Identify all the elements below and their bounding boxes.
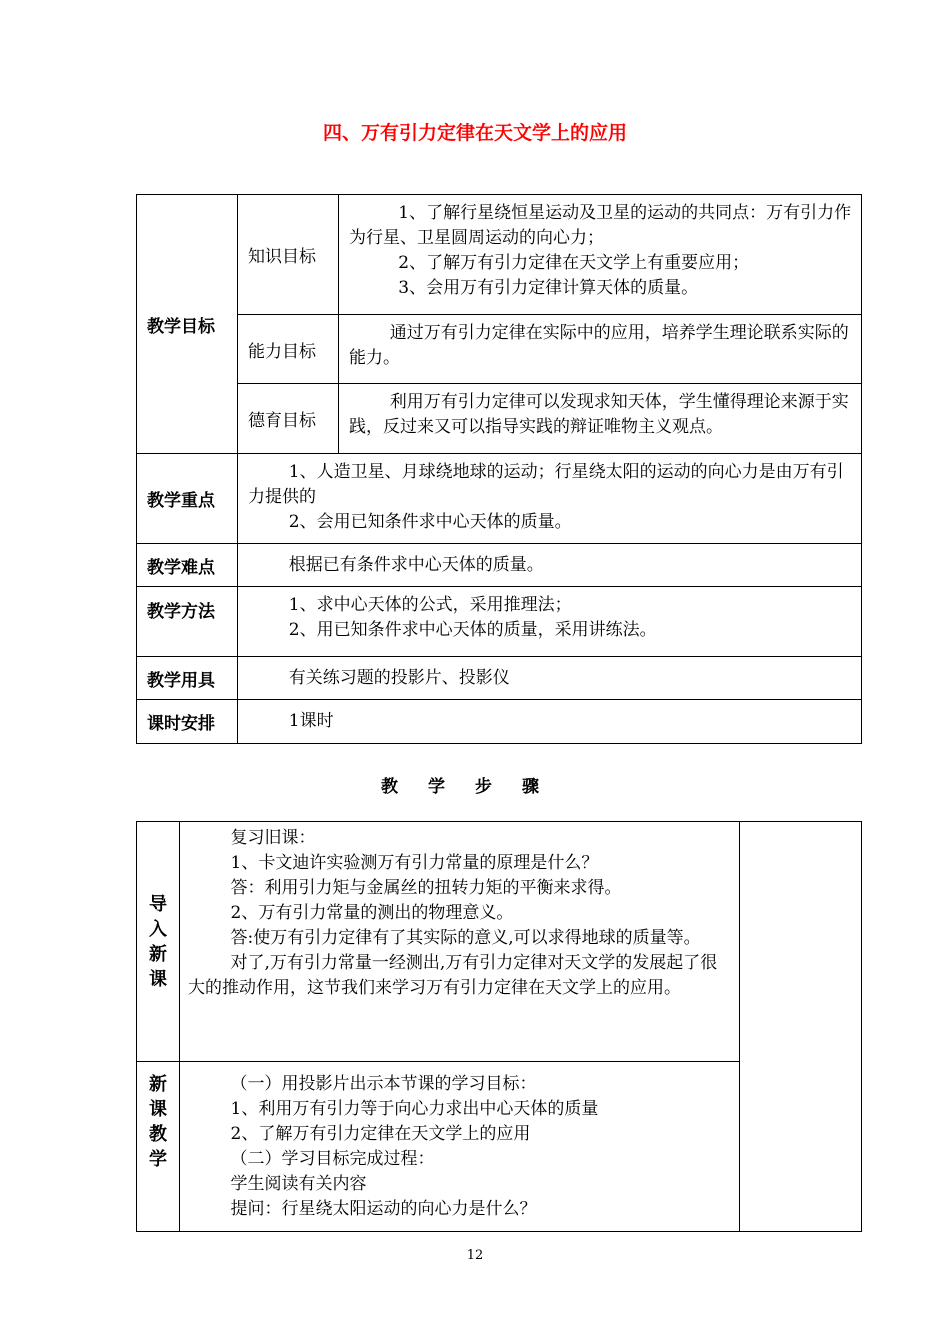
schedule-label: 课时安排 bbox=[137, 700, 238, 744]
steps-table bbox=[136, 821, 862, 1232]
new-lesson-label-char: 教 bbox=[149, 1124, 167, 1145]
new-lesson-line: 2、了解万有引力定律在天文学上的应用 bbox=[230, 1124, 531, 1144]
intro-label bbox=[137, 822, 180, 1062]
objectives-table bbox=[136, 194, 862, 744]
knowledge-label: 知识目标 bbox=[238, 195, 339, 315]
steps-heading: 教学步骤 bbox=[381, 777, 569, 797]
tools-label: 教学用具 bbox=[137, 657, 238, 700]
new-lesson-line: 1、利用万有引力等于向心力求出中心天体的质量 bbox=[230, 1099, 599, 1119]
knowledge-line: 3、会用万有引力定律计算天体的质量。 bbox=[398, 278, 699, 298]
method-content bbox=[238, 587, 862, 657]
method-line: 2、用已知条件求中心天体的质量，采用讲练法。 bbox=[288, 620, 657, 640]
schedule-text: 1课时 bbox=[288, 711, 334, 731]
page-number: 12 bbox=[466, 1248, 484, 1263]
ability-content bbox=[339, 315, 862, 384]
objectives-label: 教学目标 bbox=[137, 195, 238, 454]
ability-text: 通过万有引力定律在实际中的应用，培养学生理论联系实际的能力。 bbox=[349, 323, 849, 368]
document-title: 四、万有引力定律在天文学上的应用 bbox=[322, 122, 627, 144]
intro-content bbox=[180, 822, 740, 1062]
notes-column bbox=[740, 822, 862, 1232]
schedule-content bbox=[238, 700, 862, 744]
moral-label: 德育目标 bbox=[238, 384, 339, 454]
ability-label: 能力目标 bbox=[238, 315, 339, 384]
knowledge-line: 2、了解万有引力定律在天文学上有重要应用； bbox=[398, 253, 750, 273]
key-point-line: 1、人造卫星、月球绕地球的运动；行星绕太阳的运动的向心力是由万有引力提供的 bbox=[248, 462, 844, 507]
key-points-label: 教学重点 bbox=[137, 454, 238, 544]
moral-content bbox=[339, 384, 862, 454]
method-line: 1、求中心天体的公式，采用推理法； bbox=[288, 595, 572, 615]
intro-line: 复习旧课： bbox=[230, 828, 316, 848]
difficulty-text: 根据已有条件求中心天体的质量。 bbox=[288, 554, 544, 575]
new-lesson-label-char: 新 bbox=[149, 1074, 167, 1095]
new-lesson-line: 提问：行星绕太阳运动的向心力是什么？ bbox=[230, 1199, 537, 1219]
knowledge-content bbox=[339, 195, 862, 315]
intro-line: 答:使万有引力定律有了其实际的意义,可以求得地球的质量等。 bbox=[230, 928, 701, 948]
intro-line: 2、万有引力常量的测出的物理意义。 bbox=[230, 903, 514, 923]
intro-line: 1、卡文迪许实验测万有引力常量的原理是什么？ bbox=[230, 853, 599, 873]
new-lesson-line: 学生阅读有关内容 bbox=[230, 1174, 367, 1194]
tools-content bbox=[238, 657, 862, 700]
new-lesson-line: （一）用投影片出示本节课的学习目标： bbox=[230, 1074, 537, 1094]
new-lesson-label-char: 学 bbox=[149, 1149, 167, 1170]
moral-text: 利用万有引力定律可以发现求知天体，学生懂得理论来源于实践，反过来又可以指导实践的辩证唯物主义观点。 bbox=[349, 392, 849, 437]
intro-label-char: 新 bbox=[149, 943, 167, 965]
knowledge-line: 1、了解行星绕恒星运动及卫星的运动的共同点：万有引力作为行星、卫星圆周运动的向心力； bbox=[349, 203, 852, 248]
intro-label-char: 入 bbox=[149, 918, 167, 940]
intro-line: 答：利用引力矩与金属丝的扭转力矩的平衡来求得。 bbox=[230, 878, 622, 898]
method-label: 教学方法 bbox=[137, 587, 238, 657]
key-point-line: 2、会用已知条件求中心天体的质量。 bbox=[288, 512, 572, 532]
new-lesson-label bbox=[137, 1062, 180, 1232]
intro-label-char: 导 bbox=[149, 893, 167, 915]
intro-line: 对了,万有引力常量一经测出,万有引力定律对天文学的发展起了很大的推动作用，这节我们来学习万有引力定律在天文学上的应用。 bbox=[188, 953, 718, 998]
key-points-content bbox=[238, 454, 862, 544]
intro-label-char: 课 bbox=[149, 968, 167, 990]
difficulty-content bbox=[238, 544, 862, 587]
tools-text: 有关练习题的投影片、投影仪 bbox=[288, 667, 510, 688]
new-lesson-line: （二）学习目标完成过程： bbox=[230, 1149, 435, 1169]
new-lesson-content bbox=[180, 1062, 740, 1232]
difficulty-label: 教学难点 bbox=[137, 544, 238, 587]
new-lesson-label-char: 课 bbox=[149, 1099, 167, 1120]
